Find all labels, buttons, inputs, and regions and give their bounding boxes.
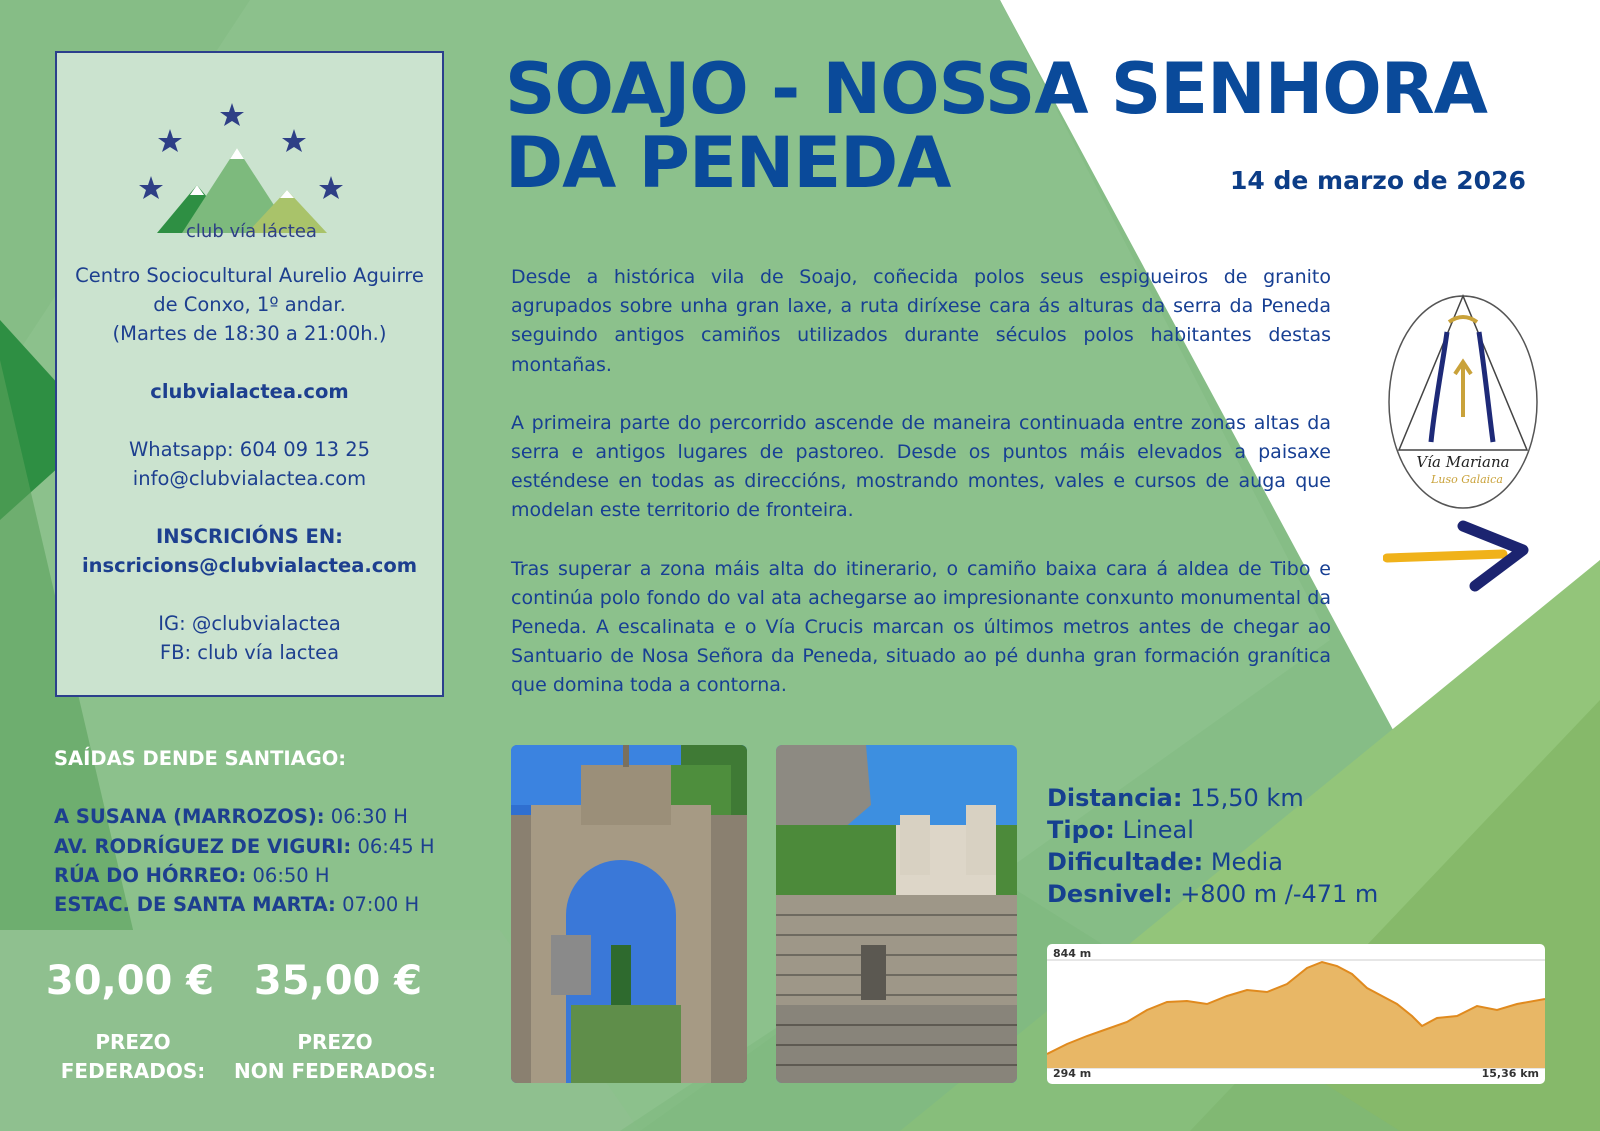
- description-paragraph: Desde a histórica vila de Soajo, coñecida polos seus espigueiros de granito agrupados sobre unha gran laxe, a ruta diríxese cara ás alturas da serra da Peneda seguindo antigos camiños utilizados durante séculos polos habitantes destas montañas.: [511, 266, 1331, 376]
- opening-hours: (Martes de 18:30 a 21:00h.): [112, 322, 387, 345]
- description-paragraph: Tras superar a zona máis alta do itinerario, o camiño baixa cara á aldea de Tibo e continúa polo fondo do val ata achegarse ao impresionante conxunto monumental da Peneda. A escalinata e o Vía Crucis marcan os últimos metros antes de chegar ao Santuario de Nosa Señora da Peneda, situado ao pé dunha gran formación granítica que domina toda a contorna.: [511, 557, 1331, 697]
- departure-time: 06:50 H: [252, 863, 330, 887]
- departure-place: A SUSANA (MARROZOS):: [54, 805, 325, 829]
- stat-type: [1047, 814, 1378, 846]
- signup-email-link[interactable]: inscricions@clubvialactea.com: [81, 554, 418, 577]
- price-label-line: NON FEDERADOS:: [234, 1059, 436, 1083]
- star-icon: [158, 129, 182, 152]
- price-label-line: FEDERADOS:: [60, 1059, 206, 1083]
- stat-label: Distancia:: [1047, 784, 1183, 812]
- stat-label: Desnivel:: [1047, 880, 1173, 908]
- star-icon: [282, 129, 306, 152]
- departures-heading: SAÍDAS DENDE SANTIAGO:: [54, 747, 347, 770]
- departure-place: AV. RODRÍGUEZ DE VIGURI:: [54, 834, 352, 858]
- stat-distance: [1047, 782, 1378, 814]
- stat-label: Dificultade:: [1047, 848, 1204, 876]
- club-contact: [57, 261, 442, 667]
- price-label-line: PREZO: [297, 1030, 373, 1054]
- stat-value: Lineal: [1122, 816, 1194, 844]
- star-icon: [319, 176, 343, 199]
- email-link[interactable]: info@clubvialactea.com: [132, 467, 367, 490]
- elevation-profile: [1047, 944, 1545, 1084]
- price-label-line: PREZO: [95, 1030, 171, 1054]
- stat-value: +800 m /-471 m: [1180, 880, 1379, 908]
- arrow-right-icon: [1383, 520, 1533, 595]
- signup-label: INSCRICIÓNS EN:: [156, 525, 343, 548]
- stat-label: Tipo:: [1047, 816, 1115, 844]
- via-mariana-title: Vía Mariana: [1416, 453, 1510, 471]
- departure-time: 06:30 H: [330, 805, 408, 829]
- via-mariana-logo: [1385, 292, 1541, 510]
- departure-time: 07:00 H: [342, 893, 420, 917]
- departure-time: 06:45 H: [357, 834, 435, 858]
- departure-row: [54, 832, 484, 861]
- profile-distance-label: 15,36 km: [1481, 1067, 1539, 1080]
- departure-row: [54, 861, 484, 890]
- address-line: de Conxo, 1º andar.: [153, 293, 346, 316]
- event-date: 14 de marzo de 2026: [1230, 166, 1526, 195]
- price-label-non-federated: [220, 1028, 450, 1086]
- route-description: [511, 263, 1331, 730]
- address-line: Centro Sociocultural Aurelio Aguirre: [75, 264, 424, 287]
- stat-difficulty: [1047, 846, 1378, 878]
- departure-row: [54, 890, 484, 919]
- price-label-federated: [18, 1028, 248, 1086]
- route-stats: [1047, 782, 1378, 910]
- price-federated: 30,00 €: [45, 958, 215, 1004]
- stat-value: 15,50 km: [1190, 784, 1304, 812]
- club-info-box: [55, 51, 444, 697]
- stat-elevation: [1047, 878, 1378, 910]
- stat-value: Media: [1210, 848, 1283, 876]
- star-icon: [220, 103, 244, 126]
- departure-place: ESTAC. DE SANTA MARTA:: [54, 893, 336, 917]
- description-paragraph: A primeira parte do percorrido ascende de maneira continuada entre zonas altas da serra e antigos lugares de pastoreo. Desde os puntos máis elevados a paisaxe esténdese en todas as direccións, mostrando montes, vales e cursos de auga que modelan este territorio de fronteira.: [511, 411, 1331, 522]
- elevation-profile-graphic: [1047, 944, 1545, 1084]
- profile-max-label: 844 m: [1053, 947, 1092, 960]
- whatsapp-number: Whatsapp: 604 09 13 25: [128, 438, 371, 461]
- star-icon: [139, 176, 163, 199]
- club-logo-text: club vía láctea: [186, 221, 317, 242]
- via-mariana-subtitle: Luso Galaica: [1431, 473, 1503, 486]
- departure-row: [54, 802, 484, 831]
- facebook-handle: FB: club vía lactea: [159, 641, 340, 664]
- title-line: SOAJO - NOSSA SENHORA: [505, 48, 1487, 130]
- departure-place: RÚA DO HÓRREO:: [54, 863, 247, 887]
- photo-stone-arch: [511, 745, 747, 1083]
- instagram-handle: IG: @clubvialactea: [158, 612, 341, 635]
- title-line: DA PENEDA: [505, 122, 951, 204]
- price-non-federated: 35,00 €: [253, 958, 423, 1004]
- website-link[interactable]: clubvialactea.com: [150, 380, 349, 403]
- profile-min-label: 294 m: [1053, 1067, 1092, 1080]
- photo-sanctuary-stairs: [776, 745, 1017, 1083]
- departures: [54, 744, 484, 919]
